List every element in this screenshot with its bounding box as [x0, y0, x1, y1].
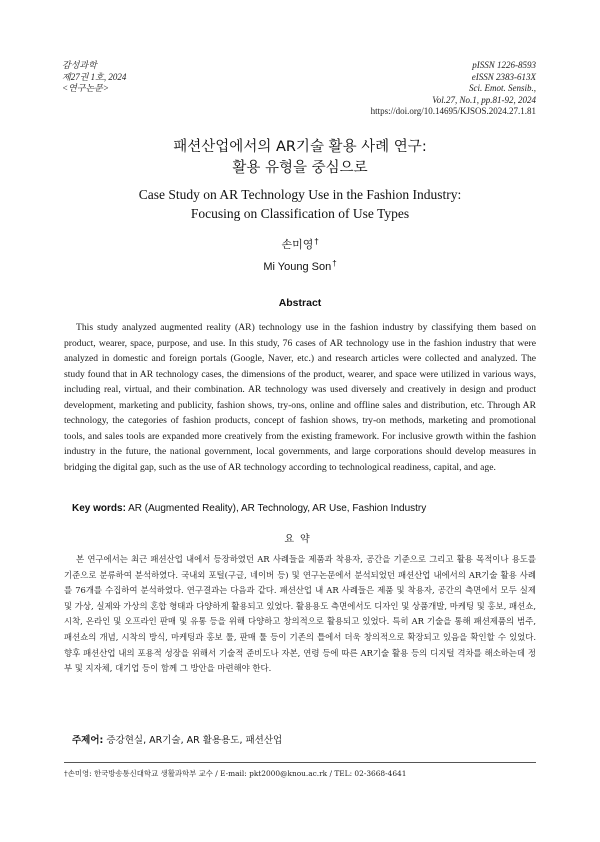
author-english: [0, 257, 600, 274]
keywords-korean: [72, 734, 282, 748]
footnote: †손미영: 한국방송통신대학교 생활과학부 교수 / E-mail: pkt2000@knou.ac.rk / TEL: 02-3668-4641: [64, 769, 407, 778]
journal-name-ko: 감성과학: [62, 60, 97, 70]
author-korean: [0, 235, 600, 252]
author-name-ko: 손미영: [281, 238, 314, 251]
footnote-divider: [64, 762, 536, 763]
dagger-mark: †: [314, 237, 319, 246]
journal-header-left: [62, 60, 126, 95]
summary-text: 본 연구에서는 최근 패션산업 내에서 등장하였던 AR 사례들을 제품과 착용자, 공간을 기준으로 그리고 활용 목적이나 용도를 기준으로 분류하여 분석하였다. 국내외 포털(구글, 네이버 등) 및 연구논문에서 분석되었던 패션산업 내에서의 AR기술 활용 사례를 76개를 수집하여 분석하였다. 연구결과는 다음과 같다. 패션산업 내 AR 사례들은 제품 및 착용자, 공간의 측면에서 모두 실제 및 가상, 실제와 가상의 혼합 형태과 다양하게 활용되고 있었다. 활용용도 측면에서도 디자인 및 상품개발, 마케팅 및 홍보, 패션쇼, 시착, 온라인 및 오프라인 판매 및 유통 등을 위해 다양하고 창의적으로 활용되고 있었다. 특히 AR 기술을 통해 패션제품의 범주, 패션쇼의 개념, 시착의 방식, 마케팅과 홍보 툴, 판매 툴 등이 기존의 틀에서 더욱 창의적으로 확장되고 있음을 확인할 수 있었다. 향후 패션산업 내의 포용적 성장을 위해서 기술적 준비도나 자본, 연령 등에 따른 AR기술 활용 등의 디지털 격차를 해소하는데 정부 및 지자체, 대기업 등이 함께 그 방안을 마련해야 한다.: [64, 554, 536, 674]
abstract-text: This study analyzed augmented reality (AR) technology use in the fashion industry by classifying them based on product, wearer, space, purpose, and use. In this study, 76 cases of AR technology use in the fashion industry that were analyzed in domestic and foreign portals (Google, Naver, etc.) and research articles were collected and analyzed. The study found that in AR technology cases, the dimensions of the product, wearer, and space were utilized in various ways, including real, virtual, and their combination. AR technology was used diversely and creatively in design and product development, marketing and publicity, fashion shows, try-ons, online and offline sales and distribution, etc. Through AR technology, the categories of fashion products, concept of fashion shows, try-on methods, marketing and promotional tools, and sales tools are expanded more creatively from the existing framework. For inclusive growth within the fashion industry in the future, the national government, local governments, and large corporations should develop measures in bridging the digital gap, such as the use of AR technology according to technological readiness, capital, and age.: [64, 322, 536, 473]
summary-heading: 요약: [284, 534, 316, 545]
keywords-label: Key words:: [72, 503, 126, 514]
article-type: <연구논문>: [62, 83, 109, 93]
title-english-line1: Case Study on AR Technology Use in the Fashion Industry:: [138, 187, 462, 202]
doi-link[interactable]: https://doi.org/10.14695/KJSOS.2024.27.1.81: [370, 106, 536, 116]
keywords-korean-text: 증강현실, AR기술, AR 활용용도, 패션산업: [106, 735, 283, 746]
keywords-korean-label: 주제어:: [72, 735, 104, 746]
title-english-line2: Focusing on Classification of Use Types: [190, 205, 410, 221]
eissn: eISSN 2383-613X: [471, 71, 536, 82]
dagger-mark: †: [332, 259, 337, 268]
keywords: [72, 502, 426, 516]
abstract-heading: Abstract: [278, 297, 322, 309]
keywords-text: AR (Augmented Reality), AR Technology, AR Use, Fashion Industry: [128, 503, 427, 514]
title-korean-line2: 활용 유형을 중심으로: [232, 160, 368, 176]
author-name-en: Mi Young Son: [263, 261, 332, 273]
title-korean-line1: 패션산업에서의 AR기술 활용 사례 연구:: [173, 139, 427, 155]
title-english: [0, 186, 600, 223]
journal-header-right: [371, 60, 536, 118]
journal-volume-en: Vol.27, No.1, pp.81-92, 2024: [432, 94, 536, 105]
journal-name-en: Sci. Emot. Sensib.,: [469, 83, 536, 93]
journal-volume-ko: 제27권 1호, 2024: [62, 71, 127, 82]
title-korean: [0, 137, 600, 179]
pissn: pISSN 1226-8593: [472, 60, 536, 70]
